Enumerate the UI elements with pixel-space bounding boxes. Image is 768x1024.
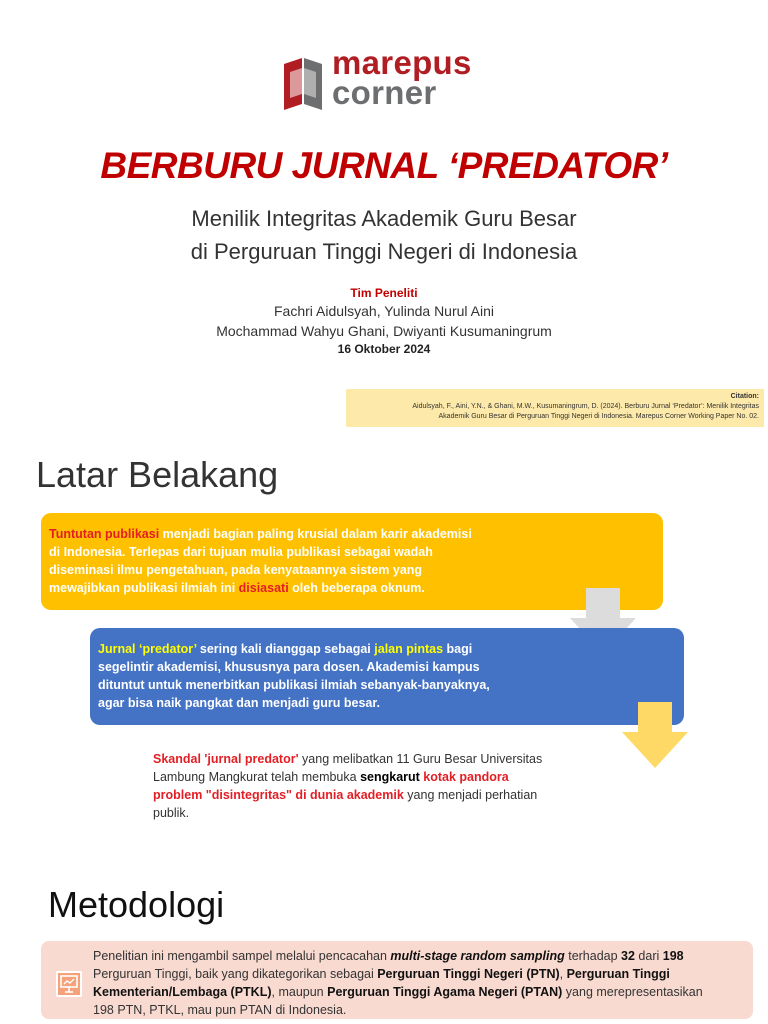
down-arrow-icon	[622, 702, 688, 768]
scandal-line-4: publik.	[153, 806, 190, 820]
document-subtitle	[0, 202, 768, 268]
box2-highlight-1: Jurnal ‘predator’	[98, 642, 197, 656]
authors-line-2: Mochammad Wahyu Ghani, Dwiyanti Kusumaningrum	[216, 323, 552, 339]
box2-highlight-2: jalan pintas	[374, 642, 444, 656]
method-emphasis-1: multi-stage random sampling	[390, 949, 565, 963]
method-bold-4: Perguruan Tinggi	[566, 967, 670, 981]
marepus-corner-logo	[280, 44, 500, 116]
section-heading-metodologi: Metodologi	[48, 884, 225, 925]
document-title: BERBURU JURNAL ‘PREDATOR’	[100, 145, 668, 186]
method-text-4: Perguruan Tinggi, baik yang dikategorikan sebagai	[93, 967, 378, 981]
scandal-line-3	[153, 786, 623, 804]
box1-line-1	[49, 525, 649, 543]
method-text-1: Penelitian ini mengambil sampel melalui pencacahan	[93, 949, 391, 963]
box2-text-1: sering kali dianggap sebagai	[196, 642, 375, 656]
method-line-2	[93, 965, 743, 983]
methodology-text	[93, 947, 743, 1019]
box1-text-4: mewajibkan publikasi ilmiah ini	[49, 581, 239, 595]
scandal-highlight-2: kotak pandora	[423, 770, 509, 784]
method-bold-5: Kementerian/Lembaga (PTKL)	[93, 985, 272, 999]
method-bold-6: Perguruan Tinggi Agama Negeri (PTAN)	[327, 985, 563, 999]
method-line-3	[93, 983, 743, 1001]
section-heading-latar-belakang: Latar Belakang	[36, 454, 279, 495]
method-text-3: dari	[634, 949, 663, 963]
box1-text-1: menjadi bagian paling krusial dalam karir akademisi	[159, 527, 472, 541]
subtitle-line-1: Menilik Integritas Akademik Guru Besar	[191, 206, 577, 231]
logo-mark-icon	[280, 54, 326, 112]
box1-line-4	[49, 579, 649, 597]
method-bold-2: 198	[662, 949, 684, 963]
citation-line-2: Akademik Guru Besar di Perguruan Tinggi Negeri di Indonesia. Marepus Corner Working Paper No. 02.	[438, 413, 759, 420]
citation-label: Citation:	[730, 393, 759, 400]
presentation-icon-glyph	[58, 973, 80, 995]
logo-text-corner: corner	[332, 74, 437, 111]
scandal-paragraph	[153, 750, 623, 822]
authors-line-1: Fachri Aidulsyah, Yulinda Nurul Aini	[274, 303, 494, 319]
method-bold-1: 32	[621, 949, 635, 963]
method-text-6: , maupun	[271, 985, 328, 999]
box2-line-2: segelintir akademisi, khususnya para dosen. Akademisi kampus	[98, 660, 480, 674]
method-bold-3: Perguruan Tinggi Negeri (PTN)	[377, 967, 560, 981]
method-line-1	[93, 947, 743, 965]
background-box-2	[90, 628, 684, 725]
scandal-text-2: Lambung Mangkurat telah membuka	[153, 770, 361, 784]
scandal-text-4: yang menjadi perhatian	[403, 788, 538, 802]
scandal-line-1	[153, 750, 623, 768]
scandal-line-2	[153, 768, 623, 786]
authors	[0, 301, 768, 341]
subtitle-line-2: di Perguruan Tinggi Negeri di Indonesia	[190, 239, 578, 264]
logo-text-marepus: marepus	[332, 44, 472, 81]
method-text-2: terhadap	[564, 949, 622, 963]
method-line-4: 198 PTN, PTKL, mau pun PTAN di Indonesia.	[93, 1003, 347, 1017]
box1-line-3: diseminasi ilmu pengetahuan, pada kenyataannya sistem yang	[49, 563, 423, 577]
box2-text-2: bagi	[443, 642, 473, 656]
method-text-7: yang merepresentasikan	[562, 985, 703, 999]
presentation-icon	[56, 971, 82, 997]
scandal-text-1: yang melibatkan 11 Guru Besar Universitas	[298, 752, 543, 766]
box1-text-5: oleh beberapa oknum.	[288, 581, 425, 595]
citation-line-1: Aidulsyah, F., Aini, Y.N., & Ghani, M.W., Kusumaningrum, D. (2024). Berburu Jurnal ‘Predator’: Menilik Integritas	[412, 403, 759, 410]
citation-box	[346, 389, 764, 427]
box1-line-2: di Indonesia. Terlepas dari tujuan mulia publikasi sebagai wadah	[49, 545, 433, 559]
scandal-bold-1: sengkarut	[360, 770, 420, 784]
box1-highlight-1: Tuntutan publikasi	[49, 527, 160, 541]
method-text-5: ,	[559, 967, 567, 981]
box2-line-4: agar bisa naik pangkat dan menjadi guru besar.	[98, 696, 381, 710]
box2-line-3: dituntut untuk menerbitkan publikasi ilmiah sebanyak-banyaknya,	[98, 678, 490, 692]
box2-line-1	[98, 640, 670, 658]
box1-highlight-2: disiasati	[238, 581, 289, 595]
team-label: Tim Peneliti	[350, 286, 418, 300]
scandal-highlight-3: problem "disintegritas" di dunia akademik	[153, 788, 404, 802]
scandal-highlight-1: Skandal 'jurnal predator'	[153, 752, 299, 766]
publication-date: 16 Oktober 2024	[337, 342, 431, 356]
